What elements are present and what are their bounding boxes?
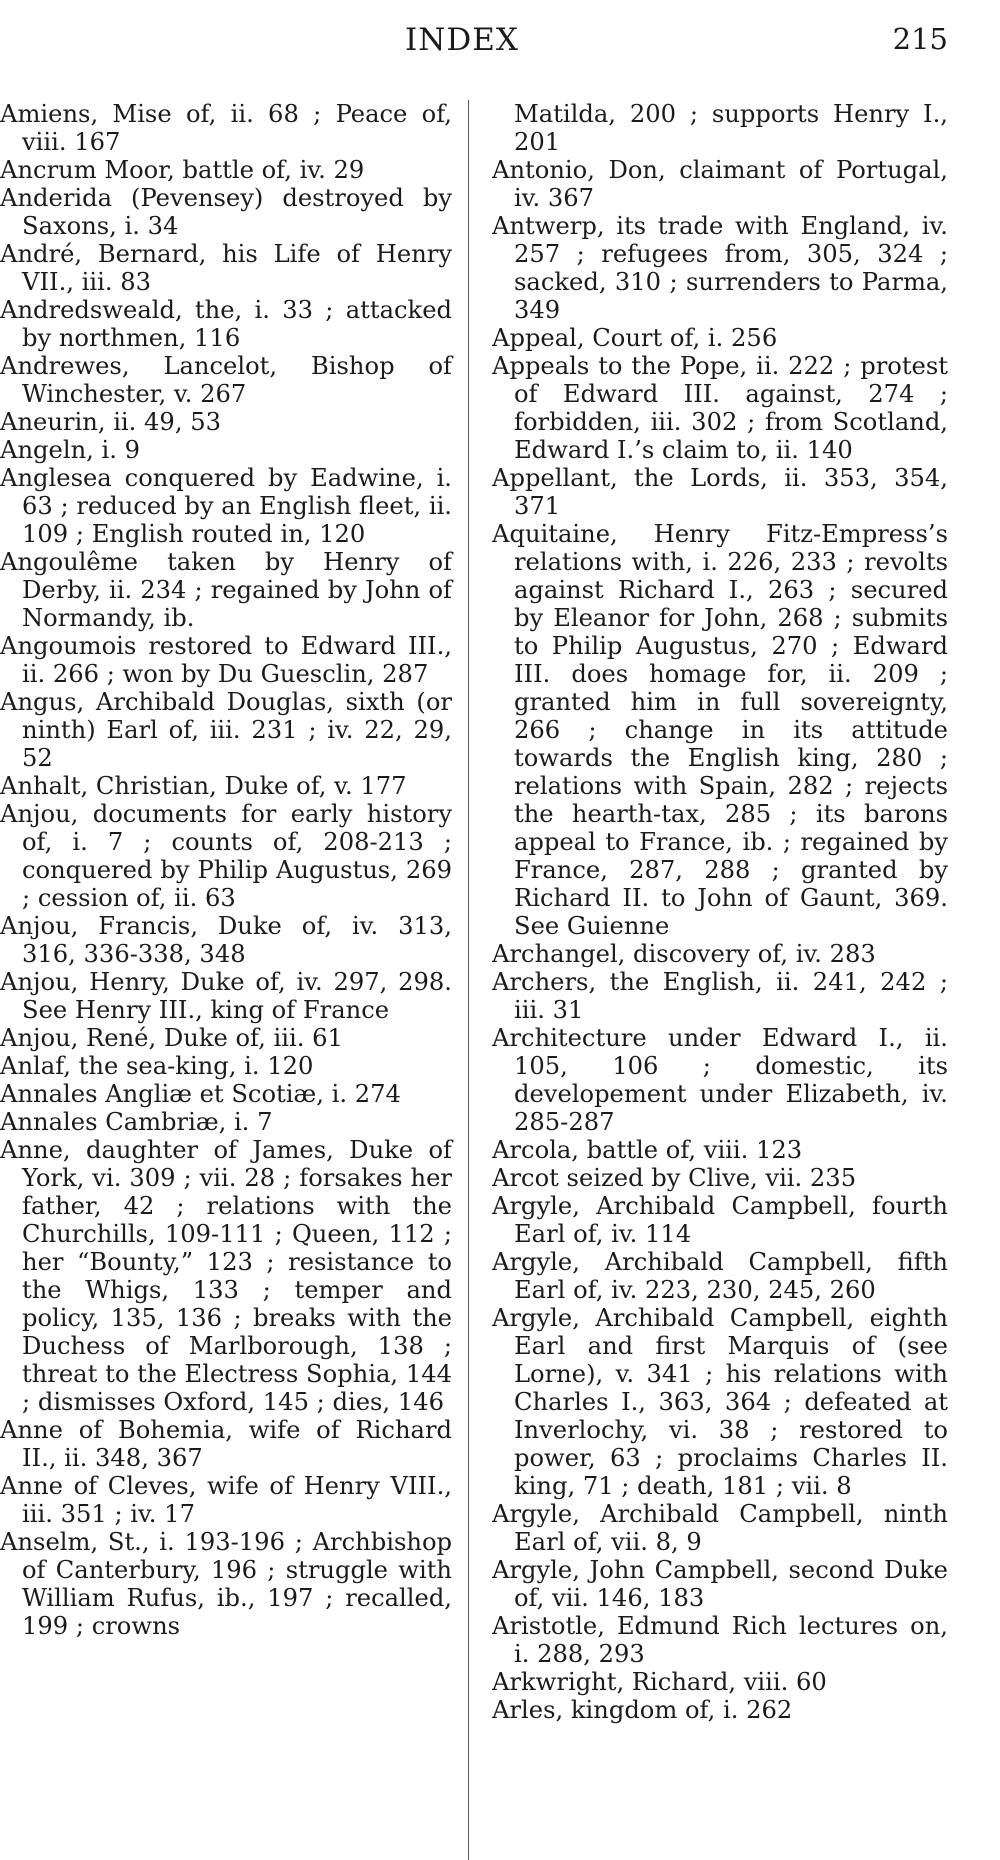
index-entry: Arcot seized by Clive, vii. 235 bbox=[492, 1164, 857, 1192]
index-entry: Appeal, Court of, i. 256 bbox=[492, 324, 778, 352]
index-entry: Antwerp, its trade with England, iv. 257 ; refugees from, 305, 324 ; sacked, 310 ; surrenders to Parma, 349 bbox=[492, 212, 948, 324]
index-entry: Arles, kingdom of, i. 262 bbox=[492, 1696, 793, 1724]
index-entry: Argyle, Archibald Campbell, eighth Earl and first Marquis of (see Lorne), v. 341 ; his relations with Charles I., 363, 364 ; defeated at Inverlochy, vi. 38 ; restored to power, 63 ; proclaims Charles II. king, 71 ; death, 181 ; vii. 8 bbox=[492, 1304, 948, 1500]
index-entry: Andrewes, Lancelot, Bishop of Winchester, v. 267 bbox=[0, 352, 452, 408]
index-entry: Anjou, Henry, Duke of, iv. 297, 298. See Henry III., king of France bbox=[0, 968, 452, 1024]
index-entry: Amiens, Mise of, ii. 68 ; Peace of, viii. 167 bbox=[0, 100, 452, 156]
index-entry: Arkwright, Richard, viii. 60 bbox=[492, 1668, 827, 1696]
index-entry: Annales Angliæ et Scotiæ, i. 274 bbox=[0, 1080, 401, 1108]
index-entry: Aristotle, Edmund Rich lectures on, i. 288, 293 bbox=[492, 1612, 948, 1668]
index-entry: Appeals to the Pope, ii. 222 ; protest of Edward III. against, 274 ; forbidden, iii. 302 ; from Scotland, Edward I.’s claim to, ii. 140 bbox=[492, 352, 948, 464]
index-entry: Archers, the English, ii. 241, 242 ; iii. 31 bbox=[492, 968, 948, 1024]
index-entry: Anselm, St., i. 193-196 ; Archbishop of Canterbury, 196 ; struggle with William Rufus, ib., 197 ; recalled, 199 ; crowns bbox=[0, 1528, 452, 1640]
index-entry: Archangel, discovery of, iv. 283 bbox=[492, 940, 876, 968]
index-entry-continued: Matilda, 200 ; supports Henry I., 201 bbox=[514, 100, 948, 156]
index-entry: Angoumois restored to Edward III., ii. 266 ; won by Du Guesclin, 287 bbox=[0, 632, 452, 688]
page-title: INDEX bbox=[405, 22, 519, 58]
index-entry: Angus, Archibald Douglas, sixth (or ninth) Earl of, iii. 231 ; iv. 22, 29, 52 bbox=[0, 688, 452, 772]
index-entry: Anjou, Francis, Duke of, iv. 313, 316, 336-338, 348 bbox=[0, 912, 452, 968]
index-column-right bbox=[492, 100, 948, 1724]
index-entry: Anglesea conquered by Eadwine, i. 63 ; reduced by an English fleet, ii. 109 ; English routed in, 120 bbox=[0, 464, 452, 548]
index-entry: Argyle, John Campbell, second Duke of, vii. 146, 183 bbox=[492, 1556, 948, 1612]
index-entry: Aquitaine, Henry Fitz-Empress’s relations with, i. 226, 233 ; revolts against Richard I., 263 ; secured by Eleanor for John, 268 ; submits to Philip Augustus, 270 ; Edward III. does homage for, ii. 209 ; granted him in full sovereignty, 266 ; change in its attitude towards the English king, 280 ; relations with Spain, 282 ; rejects the hearth-tax, 285 ; its barons appeal to France, ib. ; regained by France, 287, 288 ; granted by Richard II. to John of Gaunt, 369. See Guienne bbox=[492, 520, 948, 940]
index-column-left bbox=[0, 100, 452, 1640]
index-entry: Anhalt, Christian, Duke of, v. 177 bbox=[0, 772, 407, 800]
index-entry: Argyle, Archibald Campbell, fourth Earl of, iv. 114 bbox=[492, 1192, 948, 1248]
page-number: 215 bbox=[892, 22, 948, 56]
index-entry: Appellant, the Lords, ii. 353, 354, 371 bbox=[492, 464, 948, 520]
index-entry: Angoulême taken by Henry of Derby, ii. 234 ; regained by John of Normandy, ib. bbox=[0, 548, 452, 632]
index-entry: Andredsweald, the, i. 33 ; attacked by northmen, 116 bbox=[0, 296, 452, 352]
index-entry: Angeln, i. 9 bbox=[0, 436, 141, 464]
index-entry: Annales Cambriæ, i. 7 bbox=[0, 1108, 273, 1136]
index-entry: Anderida (Pevensey) destroyed by Saxons, i. 34 bbox=[0, 184, 452, 240]
index-entry: Anjou, documents for early history of, i. 7 ; counts of, 208-213 ; conquered by Philip Augustus, 269 ; cession of, ii. 63 bbox=[0, 800, 452, 912]
index-entry: Anne, daughter of James, Duke of York, vi. 309 ; vii. 28 ; forsakes her father, 42 ; relations with the Churchills, 109-111 ; Queen, 112 ; her “Bounty,” 123 ; resistance to the Whigs, 133 ; temper and policy, 135, 136 ; breaks with the Duchess of Marlborough, 138 ; threat to the Electress Sophia, 144 ; dismisses Oxford, 145 ; dies, 146 bbox=[0, 1136, 452, 1416]
index-entry: Anlaf, the sea-king, i. 120 bbox=[0, 1052, 314, 1080]
index-entry: Anjou, René, Duke of, iii. 61 bbox=[0, 1024, 343, 1052]
index-entry: Architecture under Edward I., ii. 105, 106 ; domestic, its developement under Elizabeth, iv. 285-287 bbox=[492, 1024, 948, 1136]
column-divider bbox=[468, 100, 469, 1860]
index-entry: André, Bernard, his Life of Henry VII., iii. 83 bbox=[0, 240, 452, 296]
index-entry: Ancrum Moor, battle of, iv. 29 bbox=[0, 156, 365, 184]
index-entry: Anne of Bohemia, wife of Richard II., ii. 348, 367 bbox=[0, 1416, 452, 1472]
index-entry: Argyle, Archibald Campbell, fifth Earl of, iv. 223, 230, 245, 260 bbox=[492, 1248, 948, 1304]
index-entry: Antonio, Don, claimant of Portugal, iv. 367 bbox=[492, 156, 948, 212]
index-entry: Argyle, Archibald Campbell, ninth Earl of, vii. 8, 9 bbox=[492, 1500, 948, 1556]
page-header bbox=[0, 22, 1000, 66]
index-entry: Aneurin, ii. 49, 53 bbox=[0, 408, 221, 436]
index-entry: Anne of Cleves, wife of Henry VIII., iii. 351 ; iv. 17 bbox=[0, 1472, 452, 1528]
index-entry: Arcola, battle of, viii. 123 bbox=[492, 1136, 803, 1164]
